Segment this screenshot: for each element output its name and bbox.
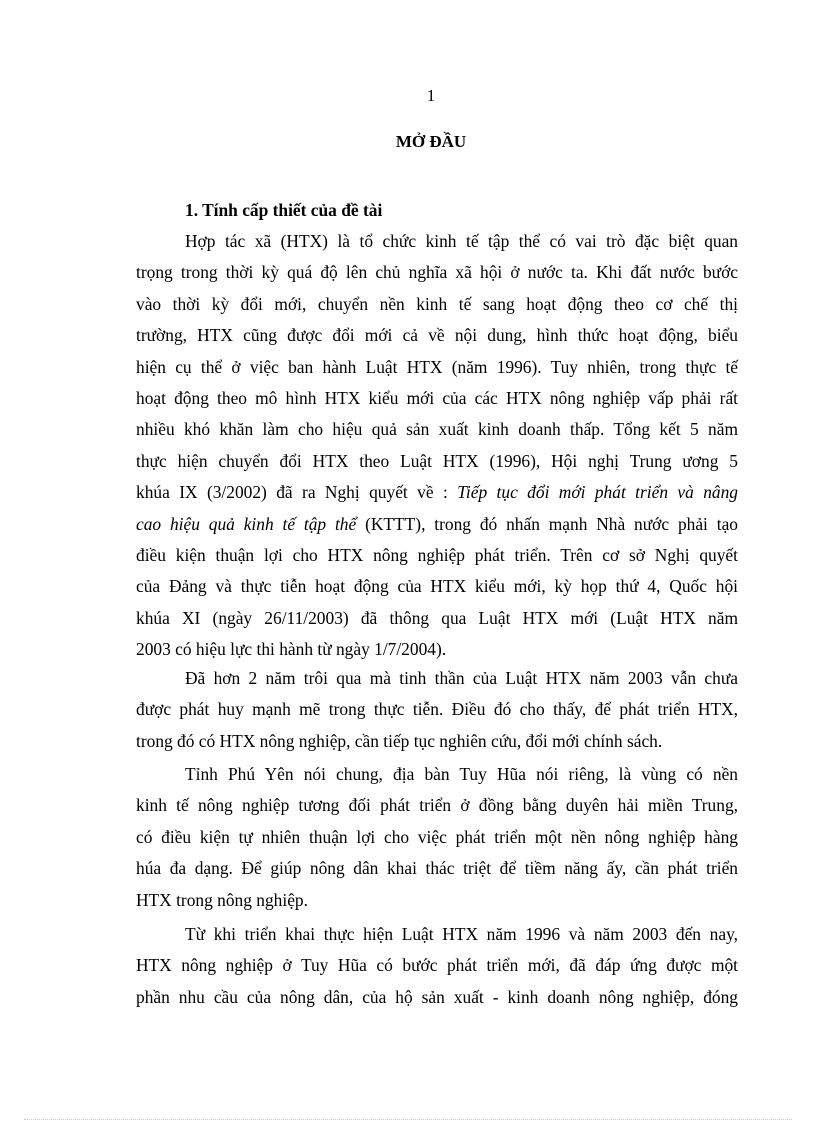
paragraph-line: điều kiện thuận lợi cho HTX nông nghiệp phát triển. Trên cơ sở Nghị quyết (136, 545, 738, 566)
paragraph-line (136, 477, 738, 508)
line-text: (KTTT), trong đó nhấn mạnh Nhà nước phải tạo (365, 513, 738, 534)
paragraph-line: HTX trong nông nghiệp. (136, 889, 308, 910)
paragraph-line: 2003 có hiệu lực thi hành từ ngày 1/7/2004). (136, 639, 447, 660)
paragraph-line: HTX nông nghiệp ở Tuy Hũa có bước phát triển mới, đã đáp ứng được một (136, 955, 738, 976)
paragraph-2 (136, 663, 738, 757)
paragraph-line: có điều kiện tự nhiên thuận lợi cho việc phát triển một nền nông nghiệp hàng (136, 826, 738, 847)
paragraph-line: Hợp tác xã (HTX) là tổ chức kinh tế tập thể có vai trò đặc biệt quan (185, 231, 738, 251)
paragraph-line: hoạt động theo mô hình HTX kiểu mới của các HTX nông nghiệp vấp phải rất (136, 388, 738, 409)
section-heading: 1. Tính cấp thiết của đề tài (185, 200, 383, 220)
page-number: 1 (426, 86, 436, 105)
paragraph-line: hiện cụ thể ở việc ban hành Luật HTX (năm 1996). Tuy nhiên, trong thực tế (136, 356, 738, 377)
paragraph-line: húa đa dạng. Để giúp nông dân khai thác triệt để tiềm năng ấy, cần phát triển (136, 858, 738, 879)
paragraph-line: kinh tế nông nghiệp tương đối phát triển ở đồng bằng duyên hải miền Trung, (136, 795, 738, 816)
italic-text: Tiếp tục đổi mới phát triển và nâng (457, 482, 738, 503)
paragraph-4 (136, 919, 738, 1013)
paragraph-line: khúa XI (ngày 26/11/2003) đã thông qua Luật HTX mới (Luật HTX năm (136, 607, 738, 628)
paragraph-line: vào thời kỳ đổi mới, chuyển nền kinh tế sang hoạt động theo cơ chế thị (136, 293, 738, 314)
paragraph-line: được phát huy mạnh mẽ trong thực tiễn. Điều đó cho thấy, để phát triển HTX, (136, 699, 738, 720)
page-bottom-divider (24, 1119, 792, 1120)
paragraph-line: thực hiện chuyển đổi HTX theo Luật HTX (1996), Hội nghị Trung ương 5 (136, 450, 738, 471)
line-text: khúa IX (3/2002) đã ra Nghị quyết về : (136, 482, 448, 503)
paragraph-line: phần nhu cầu của nông dân, của hộ sản xuất - kinh doanh nông nghiệp, đóng (136, 986, 738, 1007)
paragraph-line: của Đảng và thực tiễn hoạt động của HTX kiểu mới, kỳ họp thứ 4, Quốc hội (136, 576, 738, 597)
paragraph-line: Từ khi triển khai thực hiện Luật HTX năm 1996 và năm 2003 đến nay, (185, 924, 738, 944)
paragraph-3 (136, 759, 738, 916)
page-title: MỞ ĐẦU (395, 132, 467, 151)
paragraph-line: nhiều khó khăn làm cho hiệu quả sản xuất kinh doanh thấp. Tổng kết 5 năm (136, 419, 738, 440)
paragraph-1 (136, 226, 738, 666)
paragraph-line: Đã hơn 2 năm trôi qua mà tinh thần của Luật HTX năm 2003 vẫn chưa (185, 668, 738, 688)
paragraph-line: trong đó có HTX nông nghiệp, cần tiếp tục nghiên cứu, đổi mới chính sách. (136, 730, 663, 751)
paragraph-line: trường, HTX cũng được đổi mới cả về nội dung, hình thức hoạt động, biểu (136, 325, 738, 346)
paragraph-line: trọng trong thời kỳ quá độ lên chủ nghĩa xã hội ở nước ta. Khi đất nước bước (136, 262, 738, 283)
paragraph-line (136, 509, 738, 540)
italic-text: cao hiệu quả kinh tế tập thể (136, 513, 357, 534)
paragraph-line: Tỉnh Phú Yên nói chung, địa bàn Tuy Hũa nói riêng, là vùng có nền (185, 764, 738, 784)
